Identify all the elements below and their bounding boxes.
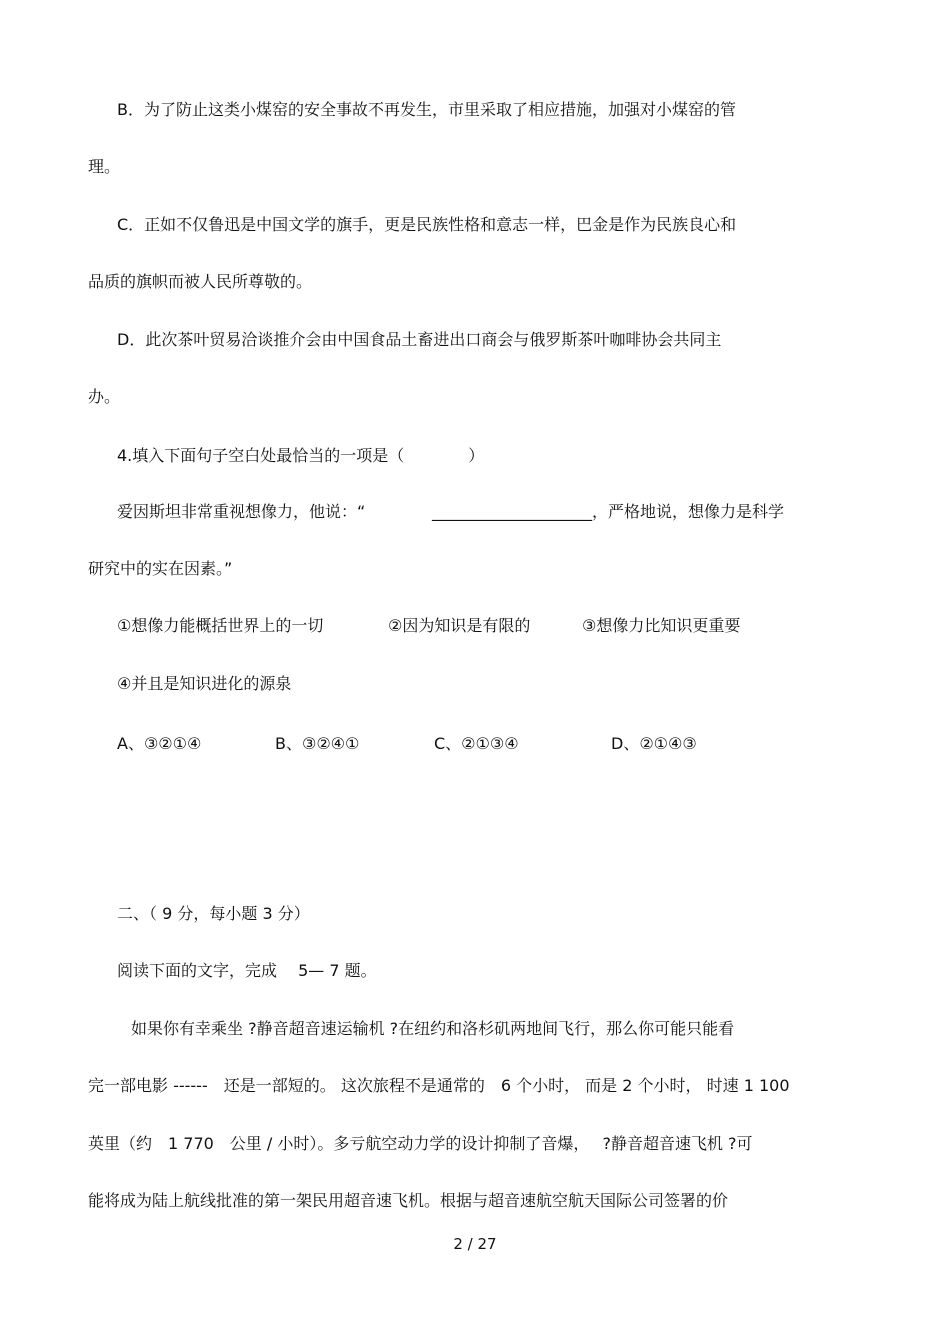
q4-quote-line1b: ____________________，严格地说，想像力是科学 xyxy=(432,502,785,521)
q3-option-d-line1: D．此次茶叶贸易洽谈推介会由中国食品土畜进出口商会与俄罗斯茶叶咖啡协会共同主 xyxy=(117,330,722,349)
q4-choice-d: D、②①④③ xyxy=(611,734,697,753)
q3-option-b-line1: B．为了防止这类小煤窑的安全事故不再发生，市里采取了相应措施，加强对小煤窑的管 xyxy=(117,100,736,119)
q4-choice-a: A、③②①④ xyxy=(117,734,202,753)
q3-option-c-line1: C．正如不仅鲁迅是中国文学的旗手，更是民族性格和意志一样，巴金是作为民族良心和 xyxy=(117,215,737,234)
section2-heading: 二、（ 9 分，每小题 3 分） xyxy=(117,904,310,923)
q4-item-1: ①想像力能概括世界上的一切 xyxy=(117,616,324,635)
passage-line-3: 英里（约 1 770 公里 / 小时）。多亏航空动力学的设计抑制了音爆， ?静音超音速飞机 ?可 xyxy=(88,1134,753,1153)
q4-choice-c: C、②①③④ xyxy=(434,734,519,753)
q4-choice-b: B、③②④① xyxy=(275,734,360,753)
passage-line-2: 完一部电影 ------ 还是一部短的。 这次旅程不是通常的 6 个小时， 而是 2 个小时， 时速 1 100 xyxy=(88,1076,790,1095)
q4-item-3: ③想像力比知识更重要 xyxy=(582,616,741,635)
q4-item-2: ②因为知识是有限的 xyxy=(388,616,531,635)
q4-quote-line2: 研究中的实在因素。” xyxy=(88,559,233,578)
q4-item-4: ④并且是知识进化的源泉 xyxy=(117,674,292,693)
q3-option-d-line2: 办。 xyxy=(88,387,121,406)
q4-stem: 4.填入下面句子空白处最恰当的一项是（ ） xyxy=(117,446,485,465)
q3-option-b-line2: 理。 xyxy=(88,157,121,176)
q3-option-c-line2: 品质的旗帜而被人民所尊敬的。 xyxy=(88,272,313,291)
passage-line-1: 如果你有幸乘坐 ?静音超音速运输机 ?在纽约和洛杉矶两地间飞行，那么你可能只能看 xyxy=(131,1019,735,1038)
passage-line-4: 能将成为陆上航线批准的第一架民用超音速飞机。根据与超音速航空航天国际公司签署的价 xyxy=(88,1191,729,1210)
page-number: 2 / 27 xyxy=(453,1235,497,1253)
q4-quote-line1a: 爱因斯坦非常重视想像力，他说：“ xyxy=(117,502,366,521)
section2-instruction: 阅读下面的文字，完成 5— 7 题。 xyxy=(117,961,377,980)
